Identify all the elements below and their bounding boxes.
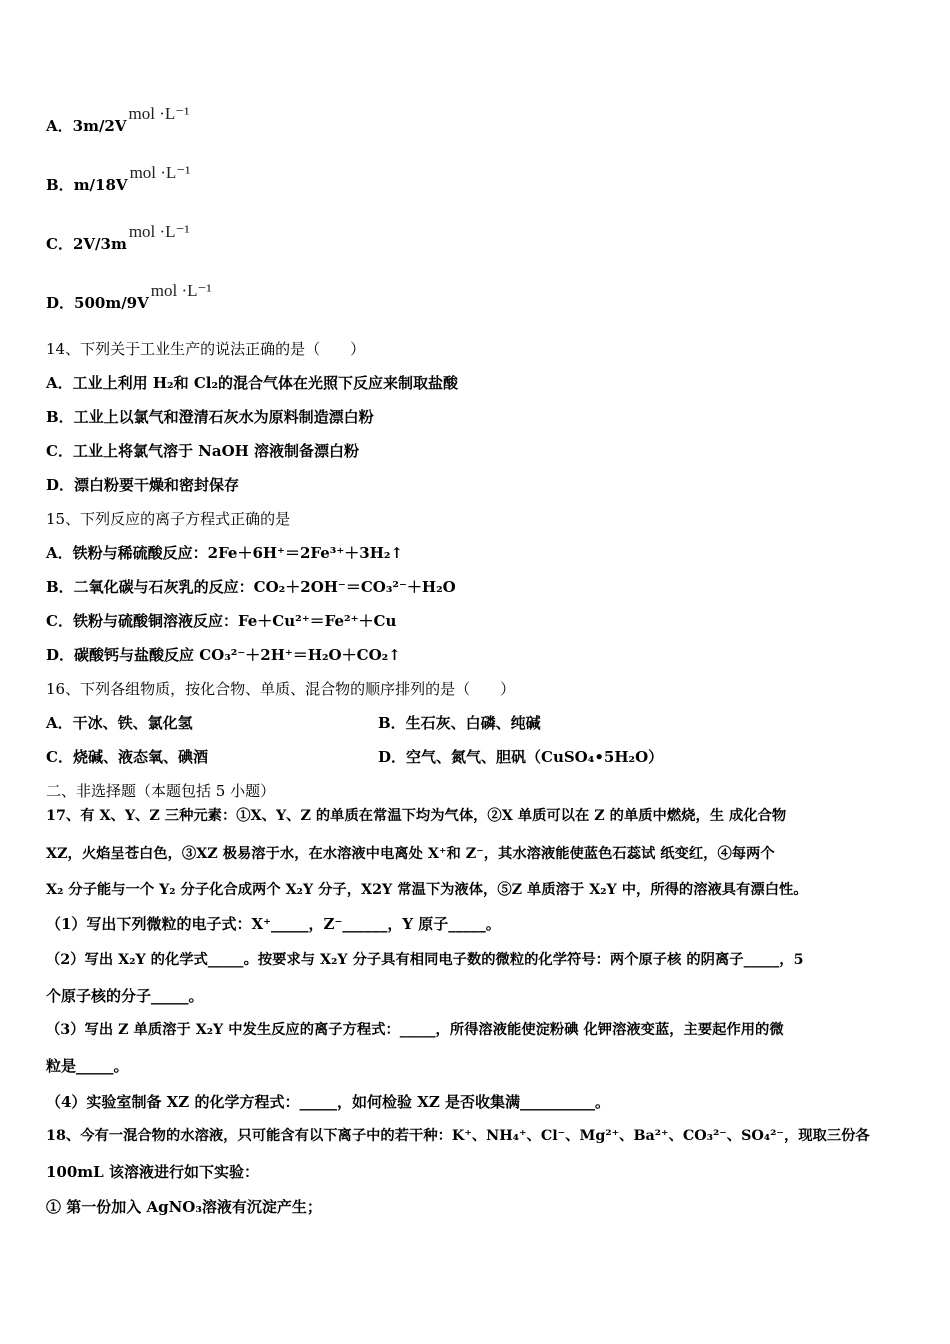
q15-option-d[interactable]: D．碳酸钙与盐酸反应 CO₃²⁻＋2H⁺＝H₂O＋CO₂↑	[46, 646, 401, 664]
q13-option-a[interactable]: A．3m/2Vmol ·L⁻¹	[46, 104, 190, 135]
q14-option-a[interactable]: A．工业上利用 H₂和 Cl₂的混合气体在光照下反应来制取盐酸	[46, 374, 459, 392]
q16-option-a[interactable]: A．干冰、铁、氯化氢	[46, 714, 193, 732]
q17-part-3-line-1: （3）写出 Z 单质溶于 X₂Y 中发生反应的离子方程式：_____，所得溶液能使淀粉碘 化钾溶液变蓝，主要起作用的微	[46, 1022, 784, 1038]
section-heading: 二、非选择题（本题包括 5 小题）	[46, 782, 276, 800]
q18-line-2: 100mL 该溶液进行如下实验：	[46, 1163, 259, 1181]
q15-option-a[interactable]: A．铁粉与稀硫酸反应：2Fe＋6H⁺＝2Fe³⁺＋3H₂↑	[46, 544, 404, 562]
q16-stem: 16、下列各组物质，按化合物、单质、混合物的顺序排列的是（ ）	[46, 680, 516, 698]
q18-line-1: 18、今有一混合物的水溶液，只可能含有以下离子中的若干种：K⁺、NH₄⁺、Cl⁻、Mg²⁺、Ba²⁺、CO₃²⁻、SO₄²⁻，现取三份各	[46, 1128, 870, 1144]
q17-part-2-line-2: 个原子核的分子_____。	[46, 987, 204, 1005]
q17-part-1: （1）写出下列微粒的电子式：X⁺_____，Z⁻______，Y 原子_____。	[46, 915, 501, 933]
q17-line-3: X₂ 分子能与一个 Y₂ 分子化合成两个 X₂Y 分子，X2Y 常温下为液体，⑤Z 单质溶于 X₂Y 中，所得的溶液具有漂白性。	[46, 882, 808, 898]
q15-stem: 15、下列反应的离子方程式正确的是	[46, 510, 291, 528]
q14-option-b[interactable]: B．工业上以氯气和澄清石灰水为原料制造漂白粉	[46, 408, 374, 426]
q16-option-c[interactable]: C．烧碱、液态氧、碘酒	[46, 748, 208, 766]
unit-label: mol ·L⁻¹	[129, 163, 191, 182]
unit-label: mol ·L⁻¹	[128, 104, 190, 123]
q16-option-d[interactable]: D．空气、氮气、胆矾（CuSO₄•5H₂O）	[378, 748, 664, 766]
q17-part-4: （4）实验室制备 XZ 的化学方程式：_____，如何检验 XZ 是否收集满__________。	[46, 1093, 611, 1111]
q14-option-c[interactable]: C．工业上将氯气溶于 NaOH 溶液制备漂白粉	[46, 442, 360, 460]
q15-option-c[interactable]: C．铁粉与硫酸铜溶液反应：Fe＋Cu²⁺＝Fe²⁺＋Cu	[46, 612, 397, 630]
q17-line-2: XZ，火焰呈苍白色，③XZ 极易溶于水，在水溶液中电离处 X⁺和 Z⁻，其水溶液能使蓝色石蕊试 纸变红，④每两个	[46, 846, 775, 862]
q13-option-b[interactable]: B．m/18Vmol ·L⁻¹	[46, 163, 191, 194]
unit-label: mol ·L⁻¹	[150, 281, 212, 300]
unit-label: mol ·L⁻¹	[128, 222, 190, 241]
q13-option-d[interactable]: D．500m/9Vmol ·L⁻¹	[46, 281, 212, 312]
q16-option-b[interactable]: B．生石灰、白磷、纯碱	[378, 714, 541, 732]
q18-line-3: ① 第一份加入 AgNO₃溶液有沉淀产生；	[46, 1198, 322, 1216]
q17-part-3-line-2: 粒是_____。	[46, 1057, 129, 1075]
q14-stem: 14、下列关于工业生产的说法正确的是（ ）	[46, 340, 366, 358]
q14-option-d[interactable]: D．漂白粉要干燥和密封保存	[46, 476, 240, 494]
q17-part-2-line-1: （2）写出 X₂Y 的化学式_____。按要求与 X₂Y 分子具有相同电子数的微粒的化学符号：两个原子核 的阴离子_____，5	[46, 952, 804, 968]
q15-option-b[interactable]: B．二氧化碳与石灰乳的反应：CO₂＋2OH⁻＝CO₃²⁻＋H₂O	[46, 578, 456, 596]
q17-line-1: 17、有 X、Y、Z 三种元素：①X、Y、Z 的单质在常温下均为气体，②X 单质可以在 Z 的单质中燃烧，生 成化合物	[46, 808, 787, 824]
q13-option-c[interactable]: C．2V/3mmol ·L⁻¹	[46, 222, 190, 253]
